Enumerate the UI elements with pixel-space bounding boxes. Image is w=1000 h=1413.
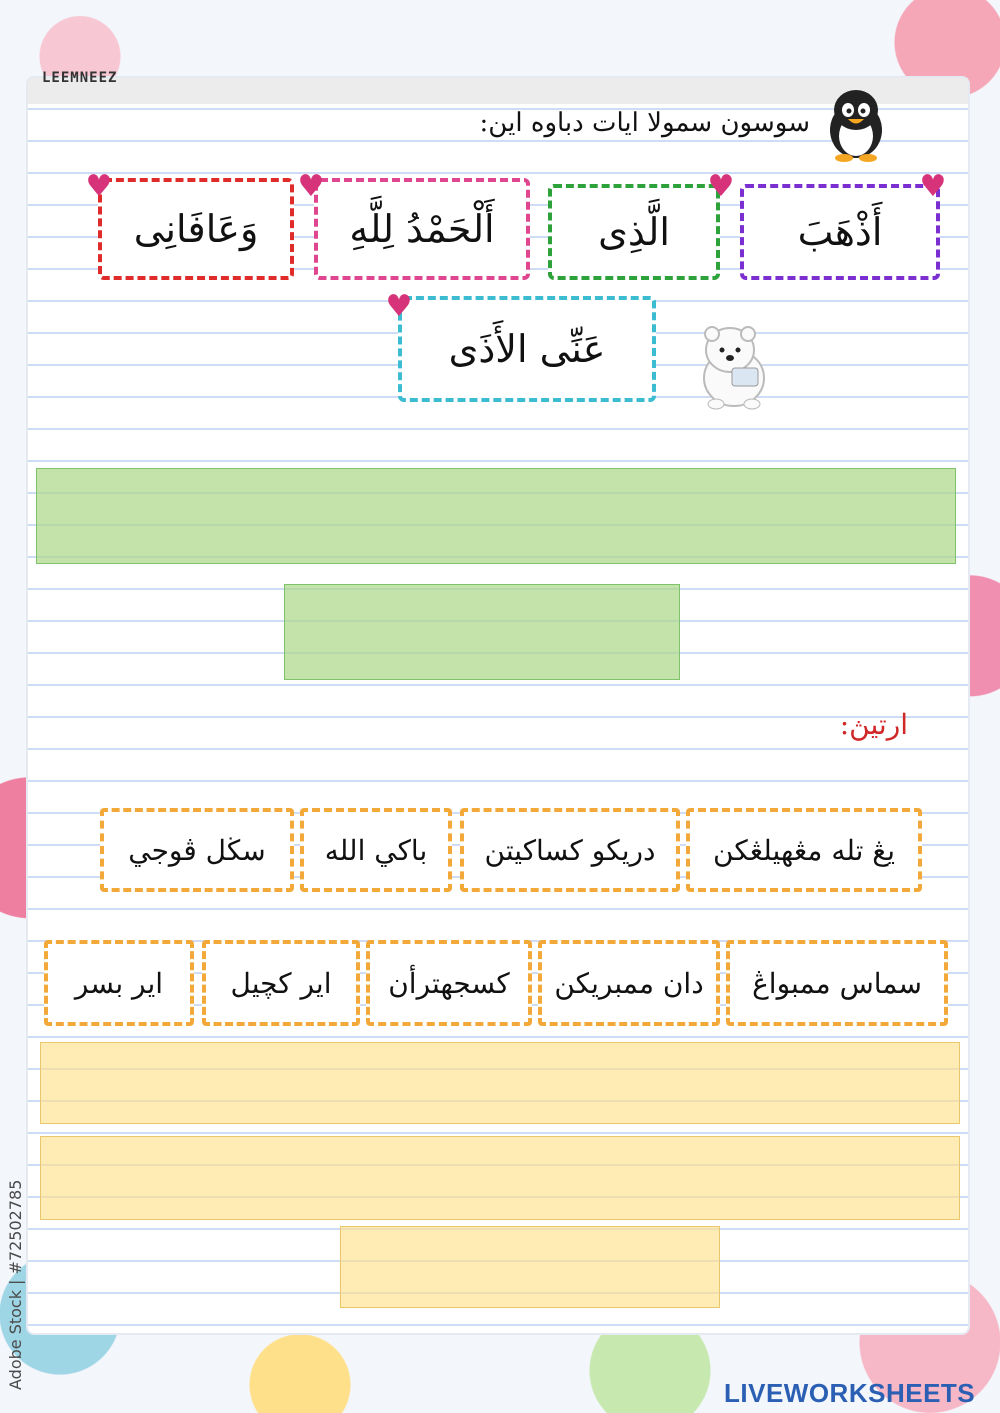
word-card-text[interactable]: أَلْحَمْدُ لِلَّهِ (349, 207, 495, 251)
word-card-1 (740, 184, 940, 280)
instruction-title: سوسون سمولا ايات دباوه اين: (479, 108, 810, 138)
word-card-text[interactable]: وَعَافَانِى (133, 207, 259, 251)
meaning-chip[interactable] (460, 808, 680, 892)
meaning-chip-text: كسجهترأن (388, 966, 510, 1000)
word-card-3 (314, 178, 530, 280)
answer-box-1[interactable] (36, 468, 956, 564)
heart-icon: ♥ (707, 169, 735, 204)
heart-icon: ♥ (297, 169, 325, 204)
bear-icon (694, 322, 774, 410)
liveworksheets-logo: LIVEWORKSHEETS (724, 1378, 976, 1408)
answer-box-2[interactable] (284, 584, 680, 680)
heart-icon: ♥ (919, 169, 947, 204)
meaning-chip-text: اير كچيل (230, 966, 332, 1000)
word-card-text[interactable]: الَّذِى (598, 210, 670, 254)
meaning-chip[interactable] (202, 940, 360, 1026)
meaning-chip[interactable] (44, 940, 194, 1026)
meaning-chip[interactable] (366, 940, 532, 1026)
penguin-icon (820, 86, 892, 162)
answer-box-4[interactable] (40, 1136, 960, 1220)
meaning-chip[interactable] (538, 940, 720, 1026)
meaning-chip[interactable] (726, 940, 948, 1026)
meaning-chip-text: سڬل ڤوجي (128, 833, 266, 867)
answer-box-5[interactable] (340, 1226, 720, 1308)
heart-icon: ♥ (385, 289, 413, 324)
author-watermark: LEEMNEEZ (42, 70, 118, 86)
meaning-chip-text: سماس ممبواڠ (752, 966, 922, 1000)
meaning-chip-text: دريكو كساكيتن (484, 833, 656, 867)
word-card-2 (548, 184, 720, 280)
meaning-chip[interactable] (300, 808, 452, 892)
meaning-chip-text: يڠ تله مڠهيلڠكن (713, 833, 895, 867)
meaning-chip[interactable] (686, 808, 922, 892)
stock-watermark: Adobe Stock | #72502785 (6, 1179, 25, 1390)
word-card-4 (98, 178, 294, 280)
meaning-chip-text: باكي الله (324, 833, 428, 867)
word-card-5 (398, 296, 656, 402)
meaning-label: ارتيڽ: (839, 708, 908, 741)
meaning-chip[interactable] (100, 808, 294, 892)
meaning-chip-text: اير بسر (74, 966, 164, 1000)
answer-box-3[interactable] (40, 1042, 960, 1124)
word-card-text[interactable]: عَنِّى الأَذَى (448, 327, 606, 371)
meaning-chip-text: دان ممبريكن (554, 966, 704, 1000)
heart-icon: ♥ (85, 169, 113, 204)
word-card-text[interactable]: أَذْهَبَ (797, 210, 883, 254)
